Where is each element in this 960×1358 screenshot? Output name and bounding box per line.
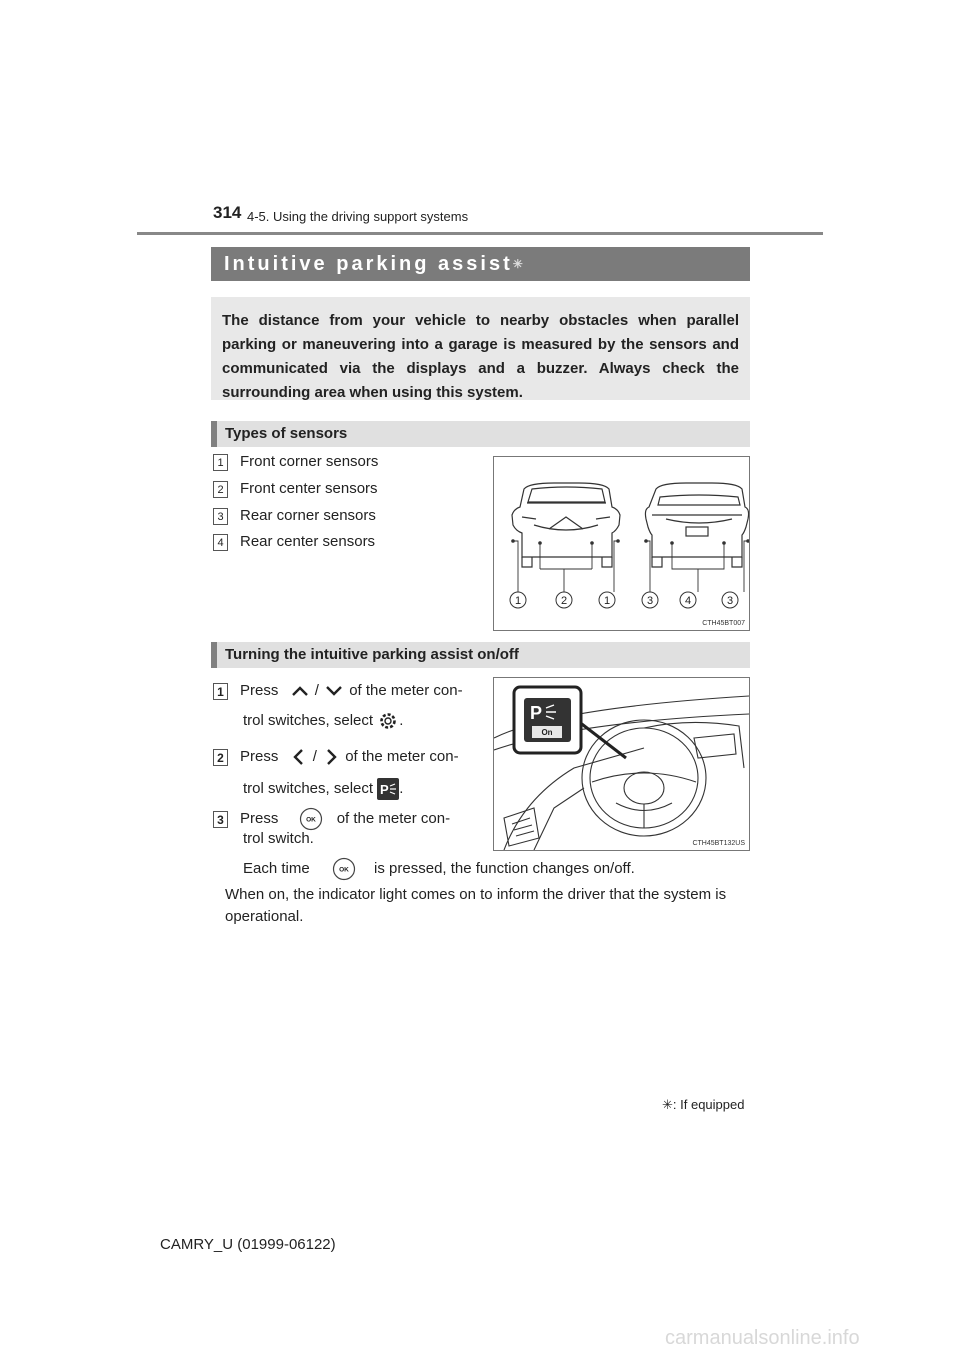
step-3: [213, 807, 483, 831]
step-2: [213, 747, 483, 767]
step-1-cont: [243, 710, 403, 732]
callout-label: 4: [684, 595, 692, 607]
sensor-label: Front center sensors: [240, 480, 378, 497]
types-heading: Types of sensors: [211, 421, 750, 447]
svg-text:P: P: [380, 782, 389, 797]
sensor-item: [213, 479, 378, 499]
step-text: Press: [240, 682, 279, 699]
figure-code: CTH45BT007: [702, 620, 745, 627]
callout-label: 1: [514, 595, 522, 607]
sensor-label: Front corner sensors: [240, 453, 379, 470]
step-1: [213, 681, 483, 701]
step-text: Each time: [243, 859, 310, 877]
page-number: 314: [213, 203, 242, 222]
car-front-rear-illustration: [494, 457, 749, 630]
each-time-text: [243, 857, 635, 881]
svg-text:P: P: [530, 703, 543, 723]
callout-label: 2: [560, 595, 568, 607]
svg-text:OK: OK: [339, 866, 349, 874]
callout-label: 3: [646, 595, 654, 607]
sensor-item: [213, 452, 378, 472]
callout-label: 1: [603, 595, 611, 607]
step-text: /: [314, 682, 319, 699]
chevron-up-icon: [289, 684, 311, 698]
when-on-text: When on, the indicator light comes on to inform the driver that the system is operational.: [225, 886, 727, 925]
step-text: .: [399, 711, 404, 729]
step-text: Press: [240, 748, 279, 765]
footnote-mark: ✳: [662, 1097, 673, 1112]
step-text: of the meter con-: [345, 748, 459, 765]
step-2-cont: [243, 778, 403, 800]
chevron-right-icon: [321, 747, 341, 767]
item-number: 3: [213, 508, 228, 525]
settings-gear-icon: [377, 710, 399, 732]
step-text: of the meter con-: [336, 809, 451, 827]
chevron-left-icon: [289, 747, 309, 767]
document-code: CAMRY_U (01999-06122): [160, 1236, 336, 1253]
callout-label: 3: [726, 595, 734, 607]
sensor-item: [213, 506, 376, 526]
footnote: [662, 1097, 744, 1113]
step-text: Press: [240, 809, 279, 827]
step-text: /: [312, 748, 317, 765]
step-text: of the meter con-: [349, 682, 463, 699]
item-number: 1: [213, 454, 228, 471]
step-number: 1: [213, 683, 228, 700]
steering-wheel-illustration: [494, 678, 749, 850]
footnote-text: : If equipped: [672, 1097, 745, 1112]
sensor-label: Rear center sensors: [240, 533, 376, 550]
step-text: .: [399, 779, 404, 797]
page-title-text: Intuitive parking assist: [224, 253, 513, 275]
sensor-location-figure: [493, 456, 750, 631]
dashboard-figure: [493, 677, 750, 851]
sensor-label: Rear corner sensors: [240, 507, 376, 524]
turning-heading: Turning the intuitive parking assist on/off: [211, 642, 750, 668]
item-number: 4: [213, 534, 228, 551]
step-text: trol switches, select: [243, 711, 374, 729]
header-rule: [137, 232, 823, 235]
intro-text: The distance from your vehicle to nearby obstacles when parallel parking or maneuvering into a garage is measured by the sensors and communicated via the displays and a buzzer. Always check the surrounding area when using this system.: [222, 312, 739, 401]
step-number: 3: [213, 811, 228, 828]
page-title: [211, 247, 750, 281]
chevron-down-icon: [323, 684, 345, 698]
step-3-cont: trol switch.: [243, 830, 314, 847]
item-number: 2: [213, 481, 228, 498]
intro-box: [211, 297, 750, 400]
step-number: 2: [213, 749, 228, 766]
sensor-item: [213, 532, 375, 552]
ok-button-icon: [299, 807, 323, 831]
svg-text:OK: OK: [305, 816, 316, 824]
ok-button-icon: [332, 857, 356, 881]
watermark: carmanualsonline.info: [665, 1327, 860, 1349]
section-title: 4-5. Using the driving support systems: [247, 209, 469, 224]
if-equipped-mark: ✳: [512, 257, 523, 271]
parking-assist-icon: [377, 778, 399, 800]
on-indicator-label: On: [541, 728, 553, 737]
figure-code: CTH45BT132US: [692, 840, 745, 847]
step-text: is pressed, the function changes on/off.: [374, 859, 635, 877]
step-text: trol switches, select: [243, 779, 374, 797]
